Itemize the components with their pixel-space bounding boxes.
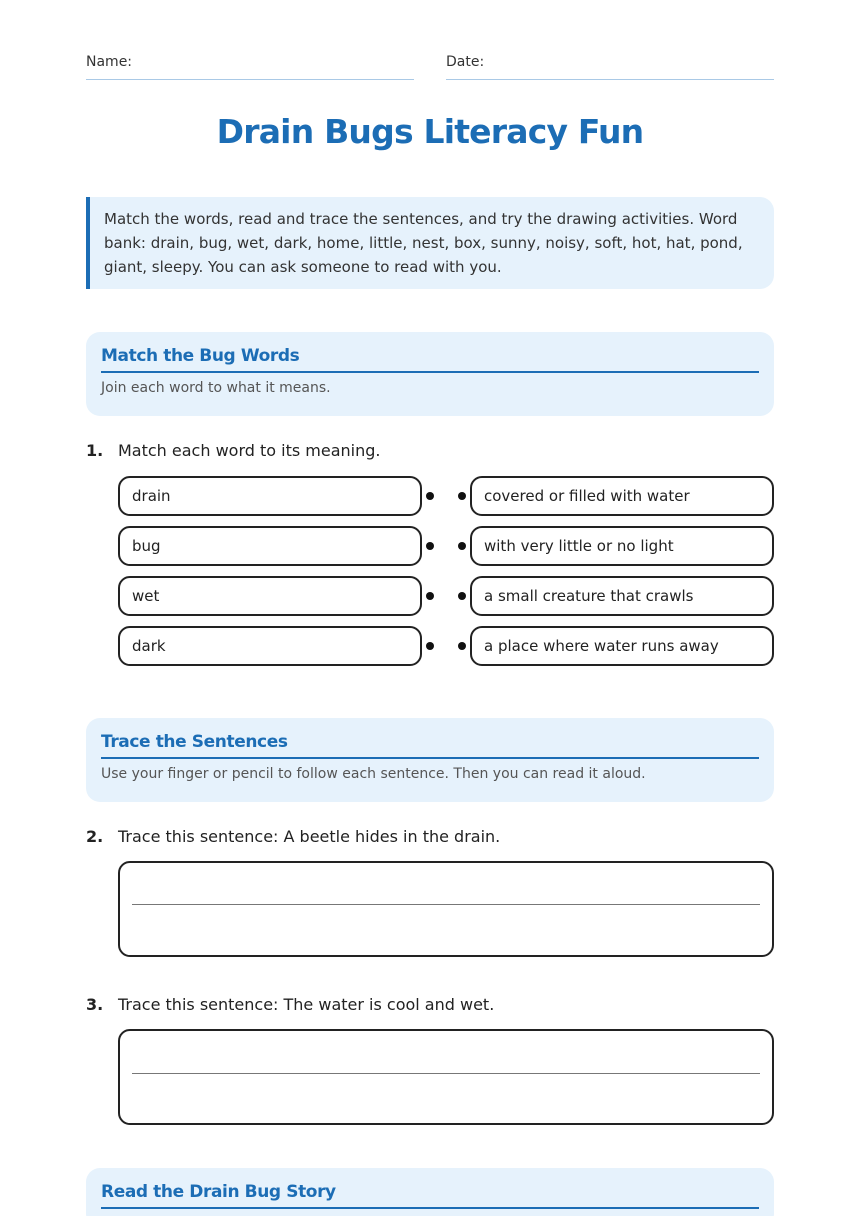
trace-box[interactable] [118,1029,774,1125]
question-2 [86,827,500,846]
name-label: Name: [86,54,133,70]
section-title: Match the Bug Words [101,346,759,373]
question-number: 1. [86,441,104,460]
question-number: 2. [86,827,104,846]
date-label: Date: [446,54,485,70]
match-dot-right[interactable] [458,492,466,500]
trace-box[interactable] [118,861,774,957]
section-subtitle: Join each word to what it means. [101,380,331,396]
trace-line [132,1073,760,1074]
section-story-header [86,1168,774,1216]
match-dot-left[interactable] [426,542,434,550]
question-3 [86,995,494,1014]
match-dot-right[interactable] [458,642,466,650]
question-number: 3. [86,995,104,1014]
section-title: Read the Drain Bug Story [101,1182,759,1209]
page-title: Drain Bugs Literacy Fun [216,112,644,151]
match-meaning: covered or filled with water [470,476,774,516]
date-field[interactable] [446,54,774,80]
match-dot-right[interactable] [458,542,466,550]
match-word: drain [118,476,422,516]
match-dot-right[interactable] [458,592,466,600]
match-dot-left[interactable] [426,492,434,500]
match-word: dark [118,626,422,666]
section-trace-header [86,718,774,802]
match-dot-left[interactable] [426,642,434,650]
instructions-box: Match the words, read and trace the sentences, and try the drawing activities. Word bank: drain, bug, wet, dark, home, little, nest, box, sunny, noisy, soft, hot, hat, pond, giant, sleepy. You can ask someone to read with you. [86,197,774,289]
match-meaning: a small creature that crawls [470,576,774,616]
question-text: Match each word to its meaning. [118,441,381,460]
match-word: bug [118,526,422,566]
question-text: Trace this sentence: The water is cool and wet. [118,995,495,1014]
match-word: wet [118,576,422,616]
section-match-header [86,332,774,416]
trace-line [132,904,760,905]
match-meaning: a place where water runs away [470,626,774,666]
section-subtitle: Use your finger or pencil to follow each sentence. Then you can read it aloud. [101,766,646,782]
match-dot-left[interactable] [426,592,434,600]
question-1 [86,441,380,460]
question-text: Trace this sentence: A beetle hides in the drain. [118,827,501,846]
name-field[interactable] [86,54,414,80]
match-meaning: with very little or no light [470,526,774,566]
section-title: Trace the Sentences [101,732,759,759]
